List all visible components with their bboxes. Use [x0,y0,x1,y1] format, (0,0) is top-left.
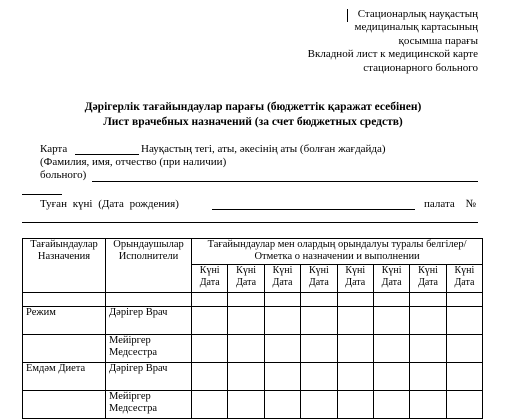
dob-label: Туған күні (Дата рождения) [40,198,179,210]
patient-name-line[interactable] [92,181,478,182]
header-line: қосымша парағы [398,34,478,47]
executor-cell: Мейіргер Медсестра [106,391,192,419]
mark-cell[interactable] [228,391,264,419]
date-header: Күні Дата [264,265,300,293]
table-row [23,293,483,307]
mark-cell[interactable] [301,293,337,307]
date-header: Күні Дата [301,265,337,293]
mark-cell[interactable] [337,335,373,363]
card-label: Карта [40,143,68,155]
mark-cell[interactable] [301,335,337,363]
table-row [23,335,483,363]
short-line [22,194,62,195]
card-number-line[interactable] [75,154,139,155]
col-marks-header: Тағайындаулар мен олардың орындалуы туралы белгілер/Отметка о назначении и выполнении [192,239,483,265]
col-assignments-header: Тағайындаулар Назначения [23,239,106,293]
date-header: Күні Дата [337,265,373,293]
mark-cell[interactable] [373,363,409,391]
mark-cell[interactable] [373,335,409,363]
title-kz: Дәрігерлік тағайындаулар парағы (бюджеттік қаражат есебінен) [84,101,422,113]
header-line: медициналық картасының [354,21,478,34]
mark-cell[interactable] [446,363,482,391]
mark-cell[interactable] [337,391,373,419]
mark-cell[interactable] [228,335,264,363]
date-header: Күні Дата [446,265,482,293]
dob-line[interactable] [212,209,415,210]
table-row [23,307,483,335]
date-header: Күні Дата [228,265,264,293]
mark-cell[interactable] [264,363,300,391]
mark-cell[interactable] [446,391,482,419]
mark-cell[interactable] [410,307,446,335]
mark-cell[interactable] [192,307,228,335]
ward-label: палата № [424,198,477,210]
mark-cell[interactable] [410,335,446,363]
header-block [278,8,478,75]
name-label-ru: (Фамилия, имя, отчество (при наличии) [40,156,227,168]
date-header: Күні Дата [410,265,446,293]
assignment-cell [23,335,106,363]
mark-cell[interactable] [446,293,482,307]
mark-cell[interactable] [301,307,337,335]
ward-line[interactable] [22,222,478,223]
title-ru: Лист врачебных назначений (за счет бюджетных средств) [103,116,403,128]
executor-cell [106,293,192,307]
mark-cell[interactable] [264,335,300,363]
assignment-cell [23,391,106,419]
executor-cell: Дәрігер Врач [106,363,192,391]
patient-label: больного) [40,169,87,181]
mark-cell[interactable] [192,335,228,363]
header-line: Вкладной лист к медицинской карте [307,48,478,61]
assignment-cell: Режим [23,307,106,335]
mark-cell[interactable] [373,307,409,335]
table-row [23,363,483,391]
mark-cell[interactable] [228,293,264,307]
mark-cell[interactable] [264,391,300,419]
date-header: Күні Дата [373,265,409,293]
mark-cell[interactable] [410,363,446,391]
mark-cell[interactable] [192,293,228,307]
mark-cell[interactable] [410,391,446,419]
table-row [23,391,483,419]
mark-cell[interactable] [301,391,337,419]
header-line: стационарного больного [363,61,478,74]
mark-cell[interactable] [337,363,373,391]
mark-cell[interactable] [446,335,482,363]
mark-cell[interactable] [228,307,264,335]
mark-cell[interactable] [446,307,482,335]
mark-cell[interactable] [337,307,373,335]
mark-cell[interactable] [228,363,264,391]
name-label-kz: Науқастың тегі, аты, әкесінің аты (болған жағдайда) [141,143,386,155]
executor-cell: Мейіргер Медсестра [106,335,192,363]
executor-cell: Дәрігер Врач [106,307,192,335]
mark-cell[interactable] [373,293,409,307]
mark-cell[interactable] [337,293,373,307]
mark-cell[interactable] [264,307,300,335]
mark-cell[interactable] [410,293,446,307]
prescriptions-table [22,238,483,419]
assignment-cell [23,293,106,307]
assignment-cell: Емдәм Диета [23,363,106,391]
mark-cell[interactable] [301,363,337,391]
mark-cell[interactable] [192,363,228,391]
col-executors-header: Орындаушылар Исполнители [106,239,192,293]
mark-cell[interactable] [373,391,409,419]
header-line: Стационарлық науқастың [357,8,478,20]
mark-cell[interactable] [264,293,300,307]
date-header: Күні Дата [192,265,228,293]
mark-cell[interactable] [192,391,228,419]
